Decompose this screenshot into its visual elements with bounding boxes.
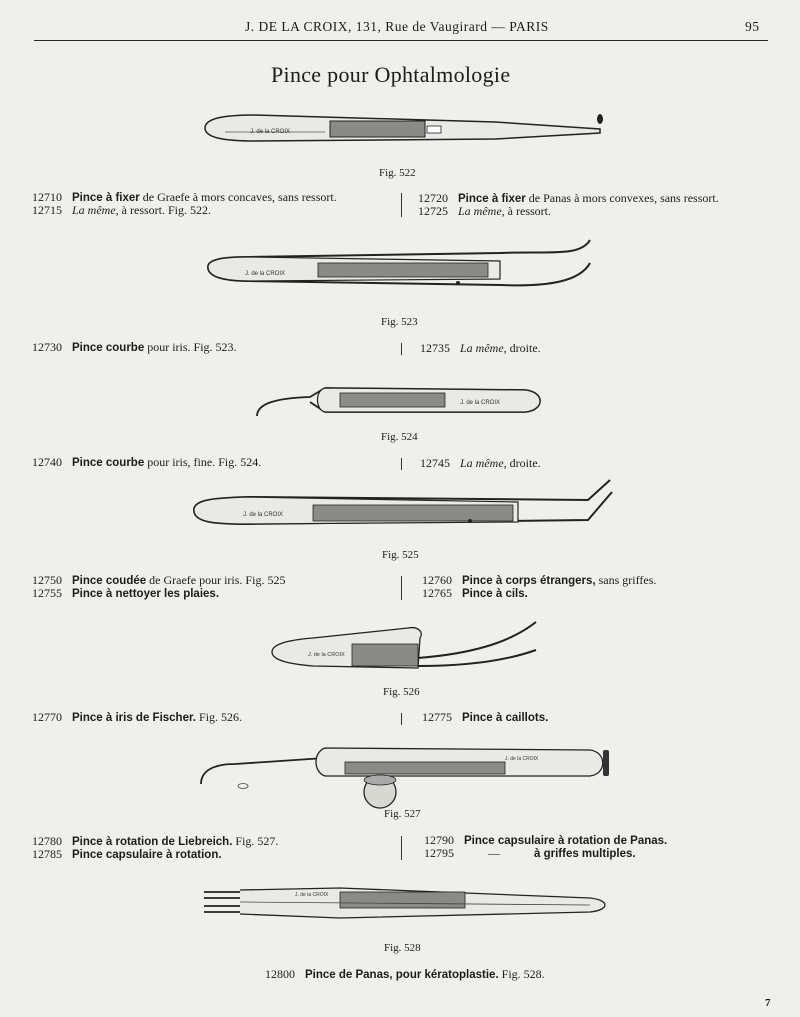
forceps-fig-523-illustration [200, 235, 600, 295]
page-number: 95 [745, 19, 760, 34]
entry-12720: 12720 Pince à fixer de Panas à mors convexes, sans ressort. [418, 191, 719, 205]
entry-12795: 12795 — à griffes multiples. [424, 846, 636, 860]
fig-528-marking: J. de la CROIX [295, 892, 329, 898]
entry-12765: 12765 Pince à cils. [422, 586, 528, 600]
column-separator [401, 576, 402, 600]
fig-526-caption: Fig. 526 [383, 686, 420, 698]
footer-signature: 7 [765, 997, 771, 1009]
column-separator [401, 343, 402, 355]
entry-12735: 12735 La même, droite. [420, 341, 541, 355]
fig-524-marking: J. de la CROIX [460, 400, 501, 406]
forceps-fig-522-illustration [195, 108, 615, 148]
forceps-fig-526-illustration [268, 616, 548, 676]
publisher-header: J. DE LA CROIX, 131, Rue de Vaugirard — PARIS [245, 19, 549, 34]
entry-12750: 12750 Pince coudée de Graefe pour iris. Fig. 525 [32, 573, 286, 587]
fig-522-caption: Fig. 522 [379, 167, 416, 179]
column-separator [401, 713, 402, 725]
entry-12770: 12770 Pince à iris de Fischer. Fig. 526. [32, 710, 243, 724]
entry-12725: 12725 La même, à ressort. [418, 204, 551, 218]
fig-528-caption: Fig. 528 [384, 942, 421, 954]
fig-522-marking: J. de la CROIX [250, 129, 291, 135]
fig-525-marking: J. de la CROIX [243, 512, 284, 518]
fig-523-marking: J. de la CROIX [245, 271, 286, 277]
fig-525-caption: Fig. 525 [382, 549, 419, 561]
entry-12740: 12740 Pince courbe pour iris, fine. Fig. 524. [32, 455, 262, 469]
entry-12790: 12790 Pince capsulaire à rotation de Panas. [424, 833, 668, 847]
forceps-fig-528-illustration [200, 884, 620, 924]
header-rule [34, 40, 768, 41]
entry-12775: 12775 Pince à caillots. [422, 710, 549, 724]
entry-12710: 12710 Pince à fixer de Graefe à mors concaves, sans ressort. [32, 190, 337, 204]
entry-12745: 12745 La même, droite. [420, 456, 541, 470]
entry-12780: 12780 Pince à rotation de Liebreich. Fig. 527. [32, 834, 279, 848]
fig-527-caption: Fig. 527 [384, 808, 421, 820]
entry-12730: 12730 Pince courbe pour iris. Fig. 523. [32, 340, 237, 354]
fig-527-marking: J. de la CROIX [505, 756, 539, 762]
fig-524-caption: Fig. 524 [381, 431, 418, 443]
column-separator [401, 458, 402, 470]
column-separator [401, 836, 402, 860]
page-title: Pince pour Ophtalmologie [271, 62, 511, 87]
column-separator [401, 193, 402, 217]
entry-12755: 12755 Pince à nettoyer les plaies. [32, 586, 220, 600]
entry-12785: 12785 Pince capsulaire à rotation. [32, 847, 222, 861]
forceps-fig-527-illustration [195, 740, 615, 810]
forceps-fig-525-illustration [188, 478, 618, 538]
entry-12715: 12715 La même, à ressort. Fig. 522. [32, 203, 211, 217]
fig-523-caption: Fig. 523 [381, 316, 418, 328]
fig-526-marking: J. de la CROIX [308, 652, 345, 658]
forceps-fig-524-illustration [255, 382, 555, 422]
entry-12760: 12760 Pince à corps étrangers, sans griffes. [422, 573, 657, 587]
entry-12800: 12800 Pince de Panas, pour kératoplastie. Fig. 528. [265, 967, 545, 981]
